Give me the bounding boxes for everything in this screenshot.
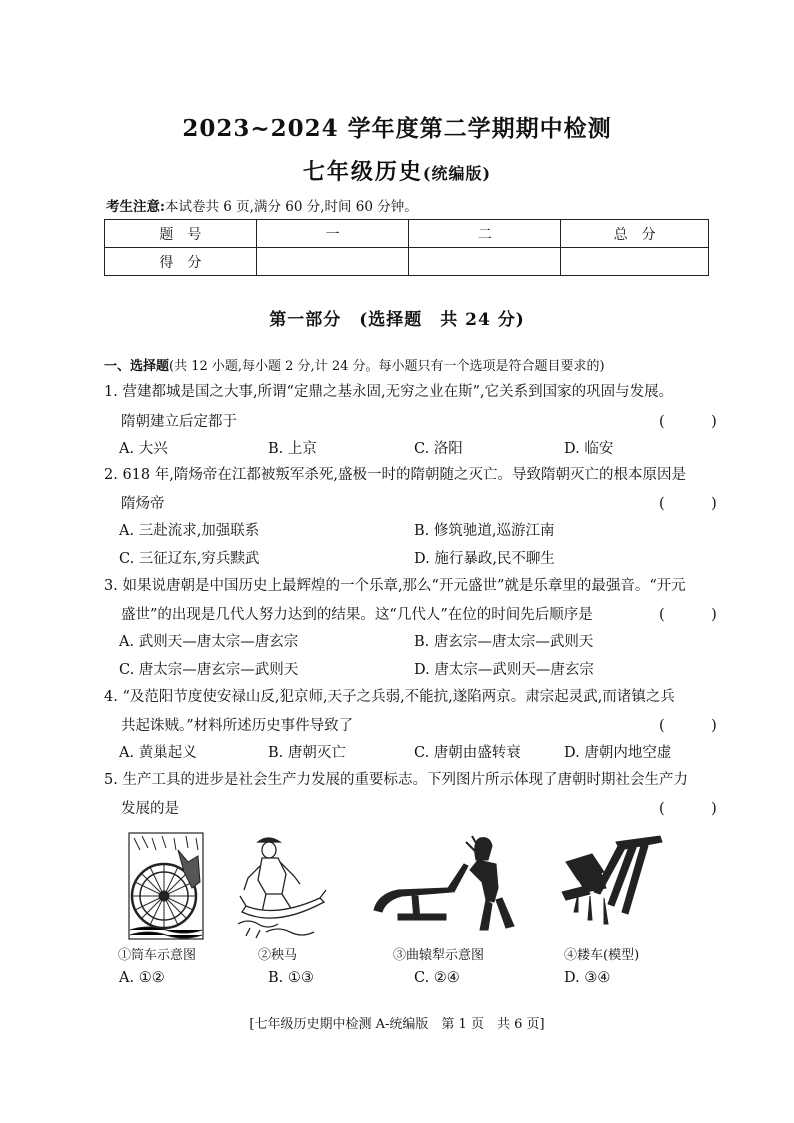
score-entry-part1[interactable] (256, 248, 409, 276)
answer-blank[interactable]: ( ) (659, 801, 733, 817)
exam-title: 2023~2024 学年度第二学期期中检测 (182, 115, 612, 142)
question-2-stem-line2: 隋炀帝 (121, 496, 165, 512)
option-b[interactable]: B. 唐朝灭亡 (268, 745, 346, 761)
question-1-stem-line1: 1. 营建都城是国之大事,所谓“定鼎之基永固,无穷之业在斯”,它关系到国家的巩固与发展。 (104, 384, 674, 400)
option-b[interactable]: B. 修筑驰道,巡游江南 (414, 523, 555, 539)
answer-blank[interactable]: ( ) (659, 607, 733, 623)
table-cell: 一 (256, 220, 409, 248)
waterwheel-illustration (128, 832, 204, 940)
option-d[interactable]: D. 唐太宗—武则天—唐玄宗 (414, 662, 594, 678)
page-footer: [七年级历史期中检测 A-统编版 第 1 页 共 6 页] (249, 1017, 545, 1032)
figure-caption: ②秧马 (258, 948, 298, 963)
subject-title (0, 155, 794, 186)
option-d[interactable]: D. ③④ (564, 970, 611, 986)
answer-blank[interactable]: ( ) (659, 414, 733, 430)
figure-caption: ④耧车(模型) (564, 948, 640, 963)
notice-label: 考生注意: (106, 199, 165, 215)
question-2-stem-line1: 2. 618 年,隋炀帝在江都被叛军杀死,盛极一时的隋朝随之灭亡。导致隋朝灭亡的根本原因是 (104, 467, 686, 483)
table-cell: 总 分 (561, 220, 709, 248)
curved-plow-illustration (368, 830, 518, 938)
option-c[interactable]: C. 三征辽东,穷兵黩武 (119, 551, 260, 567)
candidate-notice (106, 195, 418, 215)
notice-text: 本试卷共 6 页,满分 60 分,时间 60 分钟。 (164, 199, 418, 215)
answer-blank[interactable]: ( ) (659, 496, 733, 512)
option-d[interactable]: D. 施行暴政,民不聊生 (414, 551, 555, 567)
option-a[interactable]: A. 大兴 (119, 441, 168, 457)
option-c[interactable]: C. 唐太宗—唐玄宗—武则天 (119, 662, 299, 678)
edition-label: (统编版) (422, 164, 492, 183)
instructions-text: (共 12 小题,每小题 2 分,计 24 分。每小题只有一个选项是符合题目要求的) (169, 359, 605, 374)
table-score-row (105, 248, 709, 276)
table-cell: 得 分 (105, 248, 257, 276)
option-c[interactable]: C. ②④ (414, 970, 460, 986)
instructions-label: 一、选择题 (104, 359, 170, 374)
section-title: 第一部分 (选择题 共 24 分) (269, 310, 525, 330)
option-b[interactable]: B. ①③ (268, 970, 314, 986)
question-3-stem-line2: 盛世”的出现是几代人努力达到的结果。这“几代人”在位的时间先后顺序是 (121, 607, 593, 623)
question-5-stem-line1: 5. 生产工具的进步是社会生产力发展的重要标志。下列图片所示体现了唐朝时期社会生产力 (104, 772, 688, 788)
section-instructions (104, 355, 605, 374)
option-a[interactable]: A. ①② (119, 970, 165, 986)
option-c[interactable]: C. 唐朝由盛转衰 (414, 745, 521, 761)
question-4-stem-line2: 共起诛贼。”材料所述历史事件导致了 (121, 718, 354, 734)
question-3-stem-line1: 3. 如果说唐朝是中国历史上最辉煌的一个乐章,那么“开元盛世”就是乐章里的最强音。“开元 (104, 578, 686, 594)
option-a[interactable]: A. 三赴流求,加强联系 (119, 523, 260, 539)
option-c[interactable]: C. 洛阳 (414, 441, 463, 457)
figure-caption: ③曲辕犁示意图 (393, 948, 485, 963)
option-d[interactable]: D. 唐朝内地空虚 (564, 745, 672, 761)
option-a[interactable]: A. 武则天—唐太宗—唐玄宗 (119, 634, 299, 650)
option-d[interactable]: D. 临安 (564, 441, 614, 457)
table-cell: 题 号 (105, 220, 257, 248)
table-header-row (105, 220, 709, 248)
figure-caption: ①筒车示意图 (118, 948, 197, 963)
seed-drill-illustration (556, 832, 666, 932)
option-b[interactable]: B. 上京 (268, 441, 317, 457)
option-a[interactable]: A. 黄巢起义 (119, 745, 197, 761)
answer-blank[interactable]: ( ) (659, 718, 733, 734)
question-4-stem-line1: 4. “及范阳节度使安禄山反,犯京师,天子之兵弱,不能抗,遂陷两京。肃宗起灵武,而诸镇之兵 (104, 689, 675, 705)
score-entry-part2[interactable] (409, 248, 561, 276)
option-b[interactable]: B. 唐玄宗—唐太宗—武则天 (414, 634, 594, 650)
subject-name: 七年级历史 (302, 159, 423, 185)
score-table (104, 219, 709, 276)
score-entry-total[interactable] (561, 248, 709, 276)
table-cell: 二 (409, 220, 561, 248)
question-1-stem-line2: 隋朝建立后定都于 (121, 414, 237, 430)
question-5-stem-line2: 发展的是 (121, 801, 179, 817)
yangma-illustration (236, 832, 331, 940)
